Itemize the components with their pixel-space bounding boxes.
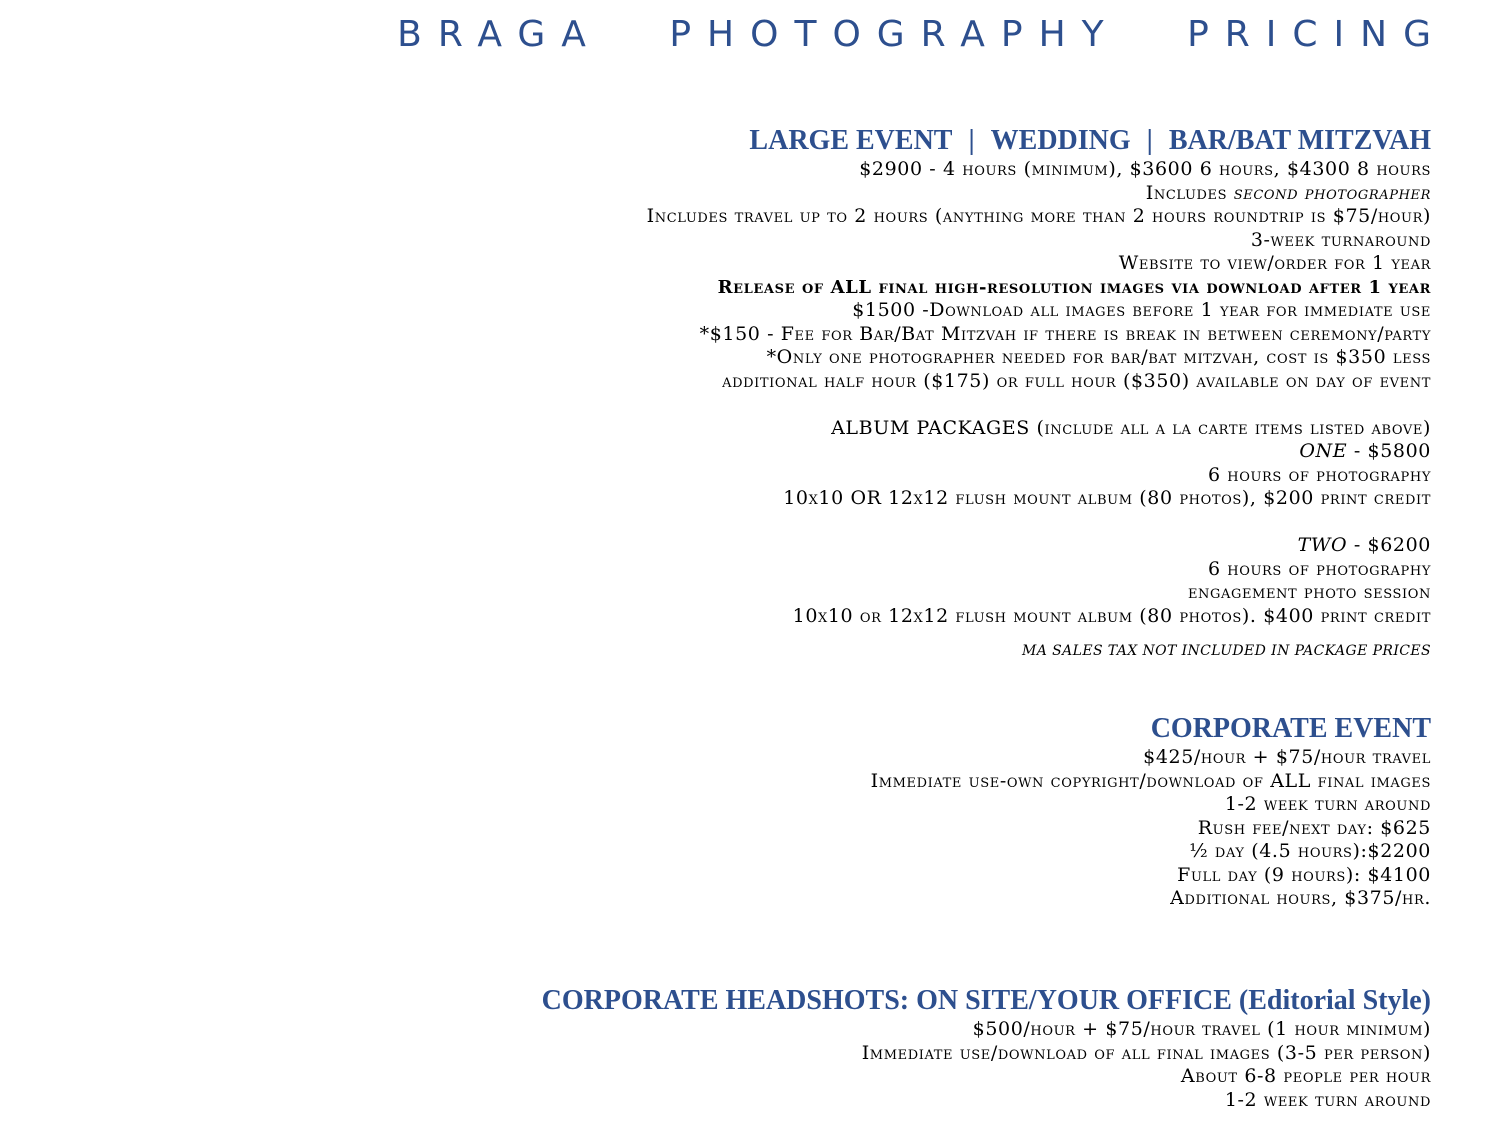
package-two-item: engagement photo session <box>1187 581 1431 603</box>
turnaround-line: 3-week turnaround <box>1250 228 1431 251</box>
corporate-event-heading: CORPORATE EVENT <box>1150 713 1431 744</box>
additional-time-line: additional half hour ($175) or full hour ($350) available on day of event <box>722 369 1431 392</box>
corporate-half-day-line: ½ day (4.5 hours):$2200 <box>1189 840 1431 862</box>
heading-large-event: LARGE EVENT <box>749 125 953 156</box>
album-packages-heading <box>647 417 1431 441</box>
album-packages-note: (include all a la carte items listed above) <box>1036 416 1431 439</box>
package-two-name: TWO <box>1297 534 1348 556</box>
pricing-hours-line: $2900 - 4 hours (minimum), $3600 6 hours, $4300 8 hours <box>859 158 1431 180</box>
large-event-section <box>647 124 1431 660</box>
package-one-item: 6 hours of photography <box>1207 463 1431 486</box>
package-one-price: - $5800 <box>1347 440 1431 462</box>
heading-wedding: WEDDING <box>990 125 1131 156</box>
mitzvah-fee-line: *$150 - Fee for Bar/Bat Mitzvah if there is break in between ceremony/party <box>699 322 1431 345</box>
second-photographer-prefix: Includes <box>1145 181 1228 204</box>
package-two-title <box>647 534 1431 558</box>
website-line: Website to view/order for 1 year <box>1118 252 1431 274</box>
heading-separator: | <box>968 125 975 156</box>
corporate-additional-line: Additional hours, $375/hr. <box>1170 887 1431 909</box>
corporate-rush-line: Rush fee/next day: $625 <box>1197 816 1431 839</box>
heading-separator: | <box>1146 125 1153 156</box>
album-packages-title: ALBUM PACKAGES <box>831 416 1030 439</box>
corporate-headshots-section <box>542 984 1431 1112</box>
travel-line: Includes travel up to 2 hours (anything more than 2 hours roundtrip is $75/hour) <box>646 205 1431 227</box>
package-one-item: 10x10 OR 12x12 flush mount album (80 photos), $200 print credit <box>783 487 1431 509</box>
one-photographer-line: *Only one photographer needed for bar/bat mitzvah, cost is $350 less <box>766 346 1431 368</box>
second-photographer-line <box>647 182 1431 206</box>
corporate-headshots-heading: CORPORATE HEADSHOTS: ON SITE/YOUR OFFICE (Editorial Style) <box>541 985 1431 1016</box>
heading-bar-bat-mitzvah: BAR/BAT MITZVAH <box>1168 125 1431 156</box>
package-one-name: ONE <box>1299 440 1348 462</box>
package-two-price: - $6200 <box>1347 534 1431 556</box>
release-line: Release of ALL final high-resolution images via download after 1 year <box>717 276 1431 298</box>
package-one-title <box>647 440 1431 464</box>
headshots-people-line: About 6-8 people per hour <box>1180 1065 1431 1087</box>
tax-note: MA SALES TAX NOT INCLUDED IN PACKAGE PRICES <box>1022 643 1431 659</box>
page-title: BRAGA PHOTOGRAPHY PRICING <box>397 14 1447 55</box>
corporate-rate-line: $425/hour + $75/hour travel <box>1143 746 1431 768</box>
large-event-heading <box>647 124 1431 158</box>
headshots-turnaround-line: 1-2 week turn around <box>1224 1088 1431 1111</box>
second-photographer-text: second photographer <box>1233 181 1431 204</box>
headshots-download-line: Immediate use/download of all final images (3-5 per person) <box>861 1041 1431 1064</box>
corporate-full-day-line: Full day (9 hours): $4100 <box>1177 863 1431 886</box>
corporate-turnaround-line: 1-2 week turn around <box>1224 793 1431 815</box>
corporate-copyright-line: Immediate use-own copyright/download of ALL final images <box>870 769 1431 792</box>
package-two-item: 10x10 or 12x12 flush mount album (80 photos). $400 print credit <box>792 604 1431 627</box>
package-two-item: 6 hours of photography <box>1207 557 1431 580</box>
headshots-rate-line: $500/hour + $75/hour travel (1 hour minimum) <box>972 1018 1431 1040</box>
download-line: $1500 -Download all images before 1 year for immediate use <box>852 299 1431 321</box>
corporate-event-section <box>871 712 1431 911</box>
